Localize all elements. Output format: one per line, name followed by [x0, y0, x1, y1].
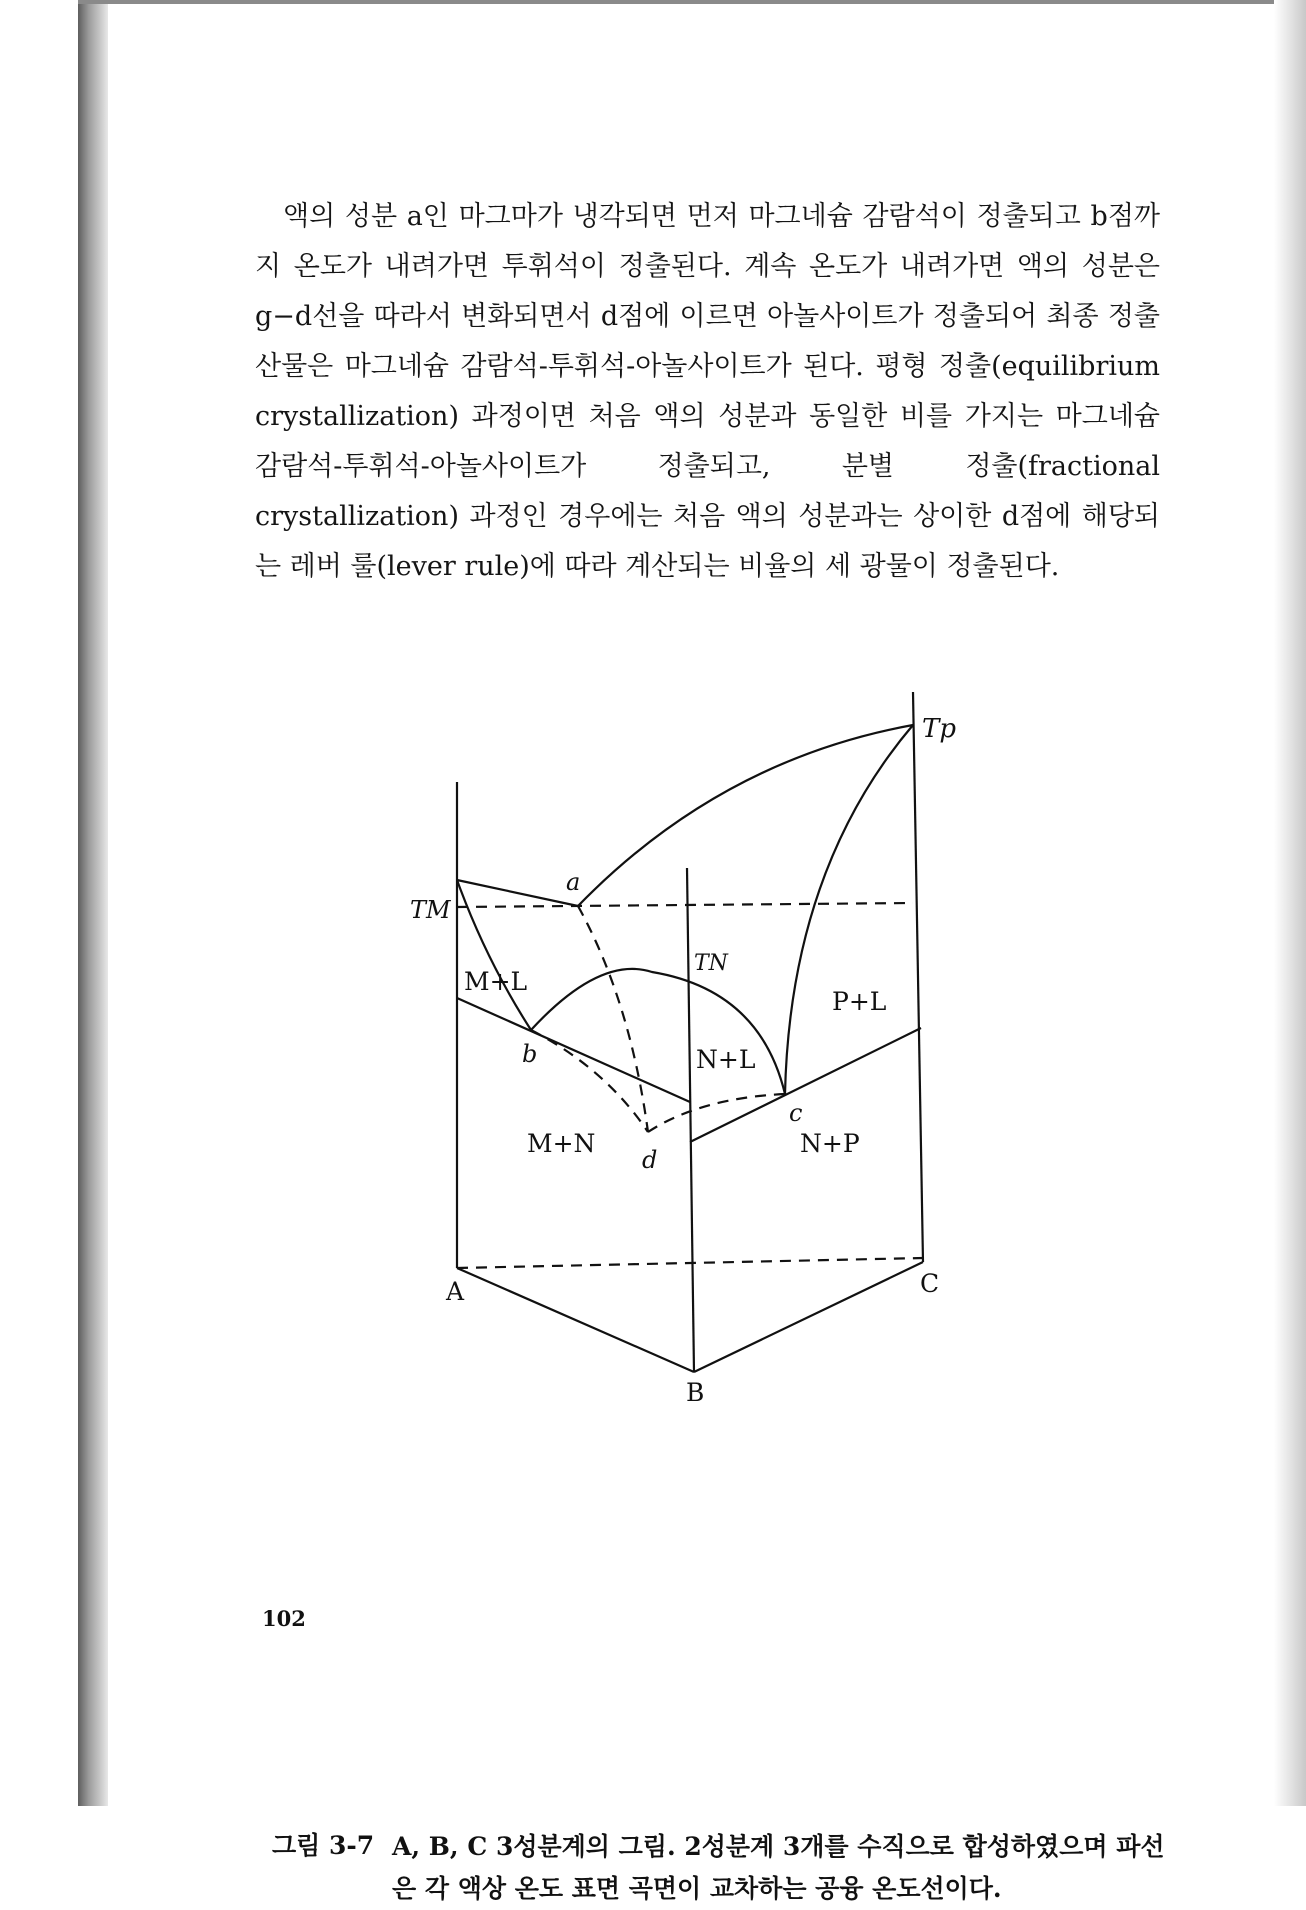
- label-a: a: [566, 868, 581, 896]
- label-b: b: [522, 1040, 538, 1068]
- vertex-C: C: [920, 1269, 940, 1298]
- region-NL: N+L: [696, 1045, 756, 1074]
- base-AB: [457, 1268, 694, 1372]
- cotectic-c-d: [648, 1094, 785, 1132]
- body-paragraph: 액의 성분 a인 마그마가 냉각되면 먼저 마그네슘 감람석이 정출되고 b점까지 온도가 내려가면 투휘석이 정출된다. 계속 온도가 내려가면 액의 성분은 g−d선을 따라서 변화되면서 d점에 이르면 아놀사이트가 정출되어 최종 정출 산물은 마그네슘 감람석-투휘석-아놀사이트가 된다. 평형 정출(equilibrium crystallization) 과정이면 처음 액의 성분과 동일한 비를 가지는 마그네슘 감람석-투휘석-아놀사이트가 정출되고, 분별 정출(fractional crystallization) 과정인 경우에는 처음 액의 성분과는 상이한 d점에 해당되는 레버 룰(lever rule)에 따라 계산되는 비율의 세 광물이 정출된다.: [255, 201, 1160, 582]
- axis-C: [913, 692, 923, 1262]
- page-number: 102: [262, 1606, 306, 1631]
- label-c: c: [789, 1099, 803, 1127]
- region-NP: N+P: [800, 1129, 860, 1158]
- label-d: d: [642, 1146, 658, 1174]
- TM-isotherm-dashed: [457, 903, 913, 907]
- eutectic-AB: [457, 998, 690, 1102]
- axis-B: [687, 868, 694, 1372]
- label-TN: TN: [694, 951, 728, 976]
- vertex-B: B: [686, 1378, 705, 1407]
- liquidus-TM-b: [457, 880, 531, 1030]
- liquidus-Tp-c: [785, 725, 913, 1094]
- caption-number: 그림 3-7: [272, 1831, 375, 1860]
- label-TM: TM: [410, 896, 451, 924]
- liquidus-TM-a: [457, 880, 578, 906]
- region-PL: P+L: [832, 987, 887, 1016]
- caption-text: A, B, C 3성분계의 그림. 2성분계 3개를 수직으로 합성하였으며 파선은 각 액상 온도 표면 곡면이 교차하는 공융 온도선이다.: [392, 1832, 1165, 1903]
- vertex-A: A: [446, 1277, 465, 1306]
- liquidus-b-c: [531, 969, 785, 1094]
- base-BC: [694, 1262, 923, 1372]
- region-MN: M+N: [527, 1129, 596, 1158]
- cotectic-a-d: [578, 906, 648, 1132]
- cotectic-b-d: [531, 1030, 648, 1132]
- liquidus-a-Tp: [578, 725, 913, 906]
- base-AC-dashed: [457, 1258, 923, 1268]
- region-ML: M+L: [464, 967, 528, 996]
- label-Tp: Tp: [922, 714, 956, 744]
